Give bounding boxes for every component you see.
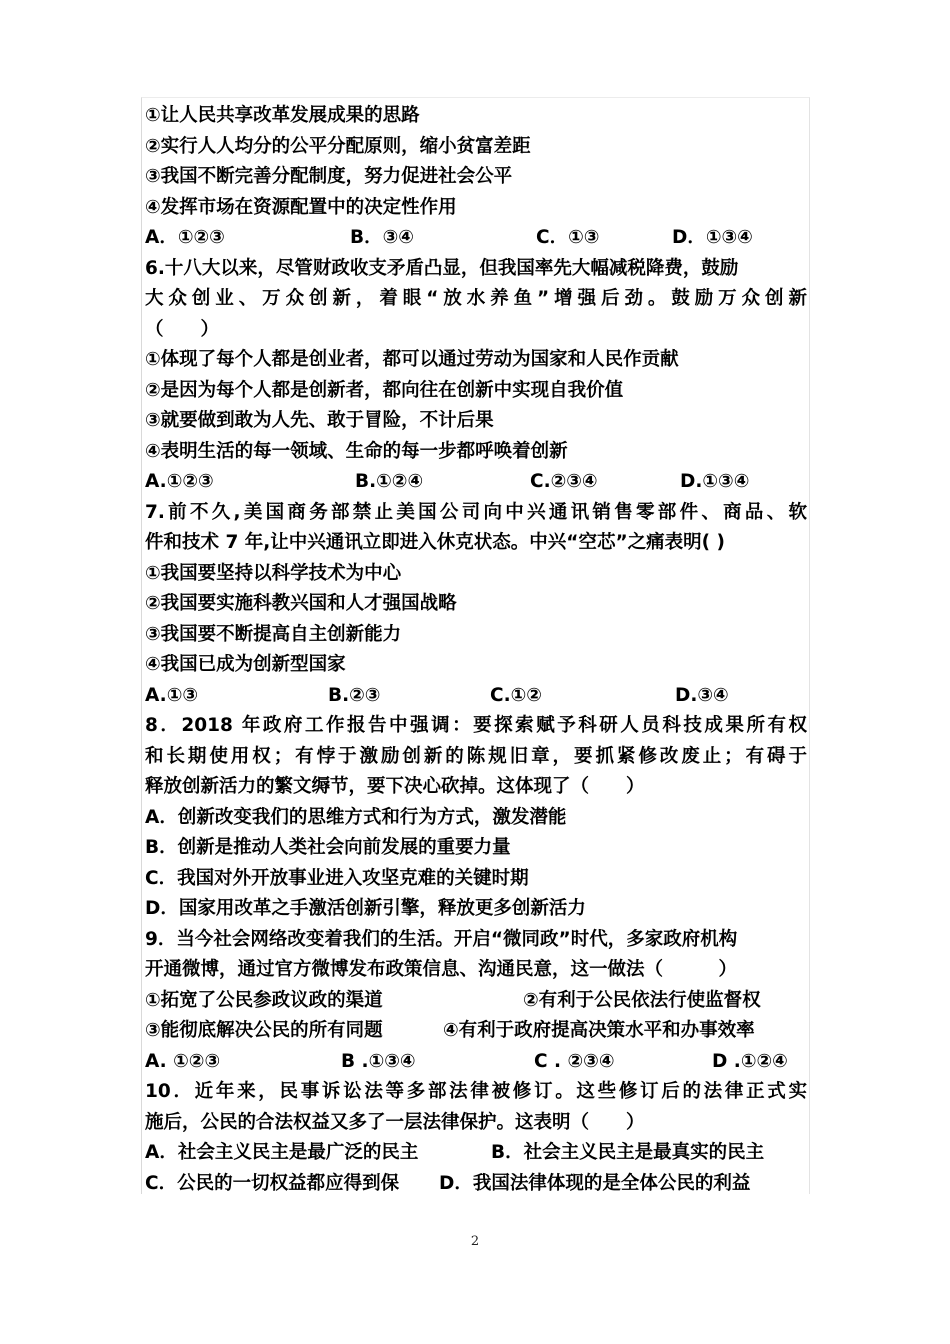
question-content — [145, 101, 807, 1199]
page-number: 2 — [470, 1234, 480, 1249]
q8-option-d: D．国家用改革之手激活创新引擎，释放更多创新活力 — [145, 898, 586, 919]
q6-option-3: ③就要做到敢为人先、敢于冒险，不计后果 — [145, 410, 494, 431]
q5-option-1: ①让人民共享改革发展成果的思路 — [145, 105, 420, 126]
q10-stem-line-2: 施后，公民的合法权益又多了一层法律保护。这表明（ ） — [145, 1111, 645, 1133]
q9-option-2: ②有利于公民依法行使监督权 — [523, 989, 761, 1011]
q6-stem-line-1: 6.十八大以来，尽管财政收支矛盾凸显，但我国率先大幅减税降费，鼓励 — [145, 257, 739, 279]
q5-choice-d: D．①③④ — [672, 227, 753, 248]
q10-option-c: C．公民的一切权益都应得到保 — [145, 1172, 400, 1194]
q6-option-2: ②是因为每个人都是创新者，都向往在创新中实现自我价值 — [145, 379, 624, 401]
q9-choices — [145, 1047, 807, 1078]
q5-option-4: ④发挥市场在资源配置中的决定性作用 — [145, 196, 457, 218]
q6-choice-d: D.①③④ — [680, 471, 750, 492]
q9-choice-b: B .①③④ — [341, 1050, 416, 1072]
q7-stem-line-1: 7.前不久,美国商务部禁止美国公司向中兴通讯销售零部件、商品、软 — [145, 501, 807, 523]
q10-option-d: D．我国法律体现的是全体公民的利益 — [439, 1172, 751, 1194]
q10-option-b: B．社会主义民主是最真实的民主 — [491, 1142, 765, 1163]
q6-option-4: ④表明生活的每一领域、生命的每一步都呼唤着创新 — [145, 440, 568, 462]
q7-option-2: ②我国要实施科教兴国和人才强国战略 — [145, 593, 457, 614]
q5-option-2: ②实行人人均分的公平分配原则，缩小贫富差距 — [145, 135, 531, 157]
q5-choice-c: C．①③ — [536, 227, 600, 248]
q8-option-b: B．创新是推动人类社会向前发展的重要力量 — [145, 837, 511, 858]
q8-option-a: A．创新改变我们的思维方式和行为方式，激发潜能 — [145, 806, 567, 828]
q5-option-3: ③我国不断完善分配制度，努力促进社会公平 — [145, 166, 513, 187]
q7-option-4: ④我国已成为创新型国家 — [145, 654, 346, 675]
q10-options-row-1 — [145, 1138, 807, 1169]
q9-option-1: ①拓宽了公民参政议政的渠道 — [145, 989, 383, 1011]
q6-choice-c: C.②③④ — [530, 471, 598, 492]
q7-choice-b: B.②③ — [328, 684, 381, 706]
q9-choice-a: A. ①②③ — [145, 1050, 221, 1072]
q7-choices — [145, 681, 807, 712]
q7-stem-line-2: 件和技术 7 年,让中兴通讯立即进入休克状态。中兴“空芯”之痛表明( ) — [145, 532, 725, 553]
q9-choice-d: D .①②④ — [712, 1050, 788, 1072]
q8-option-c: C．我国对外开放事业进入攻坚克难的关键时期 — [145, 867, 529, 889]
q10-options-row-2 — [145, 1169, 807, 1200]
q6-answer-bracket: （ ） — [145, 318, 220, 340]
q8-stem-line-2: 和长期使用权；有悖于激励创新的陈规旧章，要抓紧修改废止；有碍于 — [145, 745, 807, 767]
q7-choice-d: D.③④ — [675, 684, 729, 706]
q6-option-1: ①体现了每个人都是创业者，都可以通过劳动为国家和人民作贡献 — [145, 349, 679, 370]
q7-choice-a: A.①③ — [145, 684, 199, 706]
q7-choice-c: C.①② — [490, 684, 542, 706]
q6-choice-a: A.①②③ — [145, 471, 214, 492]
q10-option-a: A．社会主义民主是最广泛的民主 — [145, 1142, 419, 1163]
q5-choices — [145, 223, 807, 254]
q7-option-1: ①我国要坚持以科学技术为中心 — [145, 562, 402, 584]
q9-options-row-2 — [145, 1016, 807, 1047]
q7-option-3: ③我国要不断提高自主创新能力 — [145, 623, 402, 645]
q5-choice-a: A．①②③ — [145, 227, 225, 248]
q9-option-4: ④有利于政府提高决策水平和办事效率 — [443, 1020, 755, 1041]
q9-stem-line-1: 9．当今社会网络改变着我们的生活。开启“微同政”时代，多家政府机构 — [145, 928, 738, 950]
q9-stem-line-2: 开通微博，通过官方微博发布政策信息、沟通民意，这一做法（ ） — [145, 959, 738, 980]
q8-stem-line-3: 释放创新活力的繁文缛节，要下决心砍掉。这体现了（ ） — [145, 776, 645, 797]
q10-stem-line-1: 10．近年来，民事诉讼法等多部法律被修订。这些修订后的法律正式实 — [145, 1081, 807, 1102]
q9-choice-c: C . ②③④ — [534, 1050, 615, 1072]
q6-choice-b: B.①②④ — [355, 471, 424, 492]
q5-choice-b: B．③④ — [350, 227, 414, 248]
q6-choices — [145, 467, 807, 498]
q9-options-row-1 — [145, 986, 807, 1017]
q8-stem-line-1: 8．2018 年政府工作报告中强调：要探索赋予科研人员科技成果所有权 — [145, 715, 807, 736]
q9-option-3: ③能彻底解决公民的所有同题 — [145, 1020, 383, 1041]
q6-stem-line-2: 大众创业、万众创新，着眼“放水养鱼”增强后劲。鼓励万众创新 — [145, 288, 807, 309]
